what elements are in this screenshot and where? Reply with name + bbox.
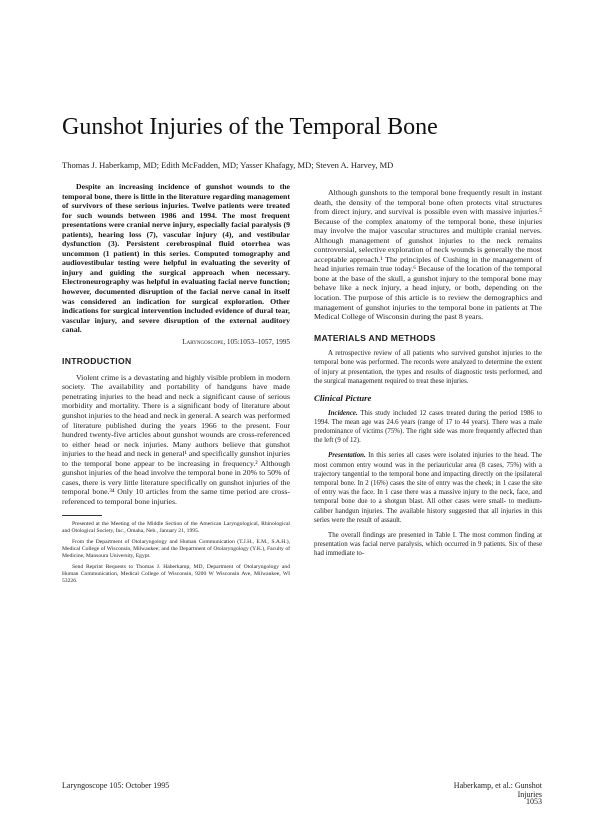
journal-citation: Laryngoscope, 105:1053–1057, 1995 bbox=[182, 337, 290, 346]
author-list: Thomas J. Haberkamp, MD; Edith McFadden, MD; Yasser Khafagy, MD; Steven A. Harvey, MD bbox=[62, 160, 394, 170]
presentation-paragraph bbox=[314, 451, 542, 525]
presentation-label: Presentation. bbox=[328, 452, 366, 460]
methods-heading: MATERIALS AND METHODS bbox=[314, 332, 436, 343]
running-head: Haberkamp, et al.: Gunshot Injuries bbox=[453, 781, 542, 799]
incidence-text: This study included 12 cases treated during the period 1986 to 1994. The mean age was 24.6 years (range of 17 to 44 years). There was a male predominance of victims (75%). The right side was more frequently affected than the left (9 of 12). bbox=[314, 409, 542, 445]
methods-block bbox=[314, 349, 542, 386]
footnote-affiliation: From the Department of Otolaryngology and Human Communication (T.J.H., E.M., S.A.H.), Medical College of Wisconsin, Milwaukee; and the Department of Otolaryngology (Y.K.), Faculty of Medicine, Mansoura University, Egypt. bbox=[62, 538, 290, 559]
page-number: 1053 bbox=[526, 797, 542, 806]
incidence-paragraph bbox=[314, 409, 542, 446]
intro-continued-text: Although gunshots to the temporal bone frequently result in instant death, the density of the temporal bone often protects vital structures from direct injury, and survival is possible even with massive injuries.⁵ Because of the complex anatomy of the temporal bone, these injuries may involve the major vascular structures and multiple cranial nerves. Although management of gunshot injuries to the neck remains controversial, selective exploration of neck wounds is generally the most acceptable approach.¹ The principles of Cushing in the management of head injuries remain true today.⁶ Because of the location of the temporal bone at the base of the skull, a gunshot injury to the temporal bone may behave like a neck injury, a head injury, or both, depending on the location. The purpose of this article is to review the demographics and management of gunshot injuries to the temporal bone in patients at The Medical College of Wisconsin during the past 8 years. bbox=[314, 188, 542, 322]
clinical-block bbox=[314, 409, 542, 559]
abstract-text: Despite an increasing incidence of gunshot wounds to the temporal bone, there is little in the literature regarding management of survivors of these serious injuries. Twelve patients were treated for such wounds between 1986 and 1994. The most frequent presentations were cranial nerve injury, especially facial paralysis (9 patients), hearing loss (7), vascular injury (4), and vestibular dysfunction (3). Persistent cerebrospinal fluid otorrhea was uncommon (1 patient) in this series. Computed tomography and audiovestibular testing were helpful in evaluating the severity of injury and guiding the surgical approach when necessary. Electroneurography was helpful in evaluating facial nerve function; however, documented disruption of the facial nerve canal in itself was considered an indication for surgical exploration. Other indications for surgical intervention included evidence of dural tear, vascular injury, and severe disruption of the external auditory canal. bbox=[62, 182, 290, 335]
introduction-text: Violent crime is a devastating and highly visible problem in modern society. The availability and portability of handguns have made penetrating injuries to the head and neck a significant cause of serious morbidity and mortality. There is a significant body of literature about gunshot injuries to the head and neck in general. A search was performed of literature published during the years 1966 to the present. Four hundred twenty-five articles about gunshot wounds are cross-referenced to either head or neck injuries. Many authors believe that gunshot injuries to the head and neck in general¹ and specifically gunshot injuries to the temporal bone appear to be increasing in frequency.² Although gunshot injuries of the head involve the temporal bone in 20% to 50% of cases, there is very little literature specifically on gunshot injuries of the temporal bone.³⁴ Only 10 articles from the same time period are cross-referenced to temporal bone injuries. bbox=[62, 372, 290, 506]
journal-footer: Laryngoscope 105: October 1995 bbox=[62, 781, 170, 790]
findings-text: The overall findings are presented in Table I. The most common finding at presentation was facial nerve paralysis, which occurred in 9 patients. Six of these had immediate to- bbox=[314, 532, 542, 558]
presentation-text: In this series all cases were isolated injuries to the head. The most common entry wound was in the periauricular area (8 cases, 75%) with a trajectory tangential to the temporal bone and impacting directly on the ipsilateral temporal bone. In 2 (16%) cases the site of entry was the cheek; in 1 case the site of entry was the face. In 1 case there was a massive injury to the neck, face, and temporal bone due to a shotgun blast. All other cases were small- to medium-caliber handgun injuries. The available history suggested that all injuries in this series were the result of assault. bbox=[314, 452, 542, 524]
footnote-presented: Presented at the Meeting of the Middle Section of the American Laryngological, Rhinological and Otological Society, Inc., Omaha, Neb., January 21, 1995. bbox=[62, 520, 290, 534]
clinical-picture-heading: Clinical Picture bbox=[314, 393, 372, 404]
footnotes bbox=[62, 521, 290, 585]
left-column bbox=[62, 182, 290, 589]
right-column bbox=[314, 188, 542, 559]
incidence-label: Incidence. bbox=[328, 409, 358, 417]
footnote-divider bbox=[62, 515, 102, 516]
footnote-reprint: Send Reprint Requests to Thomas J. Haberkamp, MD, Department of Otolaryngology and Human Communication, Medical College of Wisconsin, 9200 W Wisconsin Ave, Milwaukee, WI 53226. bbox=[62, 563, 290, 584]
methods-text: A retrospective review of all patients who survived gunshot injuries to the temporal bone was performed. The records were analyzed to determine the extent of injury at presentation, the types and results of diagnostic tests performed, and the surgical management required to treat these injuries. bbox=[314, 350, 542, 385]
article-title: Gunshot Injuries of the Temporal Bone bbox=[62, 114, 438, 140]
introduction-heading: INTRODUCTION bbox=[62, 356, 132, 367]
